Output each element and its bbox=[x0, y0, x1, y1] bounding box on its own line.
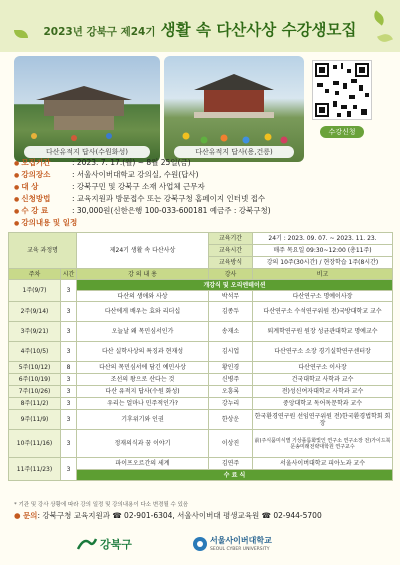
cell-lecturer: 한상운 bbox=[209, 410, 253, 430]
info-row-method bbox=[14, 193, 394, 205]
cell-note: 퇴계학연구원 원장 성균관대학교 명예교수 bbox=[253, 322, 393, 342]
photo-yung-geonneung bbox=[164, 56, 304, 162]
cell-content: 다산 유적지 답사(수원 화성) bbox=[77, 386, 209, 398]
col-header: 강사 bbox=[209, 269, 253, 280]
cell-week: 6주(10/19) bbox=[9, 374, 61, 386]
table-row bbox=[9, 280, 393, 291]
cell-content: 오늘날 왜 목민심서인가 bbox=[77, 322, 209, 342]
table-row bbox=[9, 430, 393, 458]
university-logo bbox=[210, 536, 272, 554]
cell-lecturer: 김연주 bbox=[209, 458, 253, 470]
cell-content: 다산 실학사상의 특징과 현재성 bbox=[77, 342, 209, 362]
university-name: 서울사이버대학교 bbox=[210, 536, 272, 545]
table-row bbox=[9, 386, 393, 398]
cell-hours: 3 bbox=[61, 410, 77, 430]
photo-caption: 다산유적지 답사(용,건릉) bbox=[174, 146, 294, 158]
time-value: 매주 목요일 09:30~12:00 (총11주) bbox=[253, 245, 393, 257]
university-name-en: SEOUL CYBER UNIVERSITY bbox=[210, 547, 270, 552]
course-label: 교육 과정명 bbox=[9, 233, 77, 269]
info-row-place bbox=[14, 169, 394, 181]
col-header: 시간 bbox=[61, 269, 77, 280]
footer-logos bbox=[0, 528, 400, 560]
cell-hours: 3 bbox=[61, 342, 77, 362]
closing-band: 수 료 식 bbox=[77, 470, 393, 481]
cell-hours: 3 bbox=[61, 302, 77, 322]
qr-apply-label[interactable]: 수강신청 bbox=[320, 126, 364, 138]
info-value: : 교육지원과 방문접수 또는 강북구청 홈페이지 인터넷 접수 bbox=[72, 194, 266, 203]
info-value: : 30,000원(신한은행 100-033-600181 예금주 : 강북구청) bbox=[72, 206, 271, 215]
cell-week: 7주(10/26) bbox=[9, 386, 61, 398]
info-row-fee bbox=[14, 205, 394, 217]
info-label: ● 신청방법 bbox=[14, 193, 72, 205]
cell-hours: 3 bbox=[61, 322, 77, 342]
table-header-row bbox=[9, 269, 393, 280]
cell-content: 정재의식과 꿈 이야기 bbox=[77, 430, 209, 458]
cell-lecturer: 박석무 bbox=[209, 291, 253, 302]
photo-caption: 다산유적지 답사(수원화성) bbox=[24, 146, 150, 158]
table-row bbox=[9, 374, 393, 386]
cell-week: 10주(11/16) bbox=[9, 430, 61, 458]
cell-week: 11주(11/23) bbox=[9, 458, 61, 481]
info-value: : 강북구민 및 강북구 소재 사업체 근무자 bbox=[72, 182, 205, 191]
title-year-round: 2023년 강북구 제24기 bbox=[43, 26, 156, 38]
cell-lecturer: 김시업 bbox=[209, 342, 253, 362]
period-value: 24기 : 2023. 09. 07. ~ 2023. 11. 23. bbox=[253, 233, 393, 245]
period-label: 교육기간 bbox=[209, 233, 253, 245]
cell-note: 서울사이버대학교 피아노과 교수 bbox=[253, 458, 393, 470]
cell-week: 2주(9/14) bbox=[9, 302, 61, 322]
photo-suwon-hwaseong bbox=[14, 56, 160, 162]
cell-week: 4주(10/5) bbox=[9, 342, 61, 362]
col-header: 주차 bbox=[9, 269, 61, 280]
cell-hours: 3 bbox=[61, 280, 77, 302]
cell-week: 5주(10/12) bbox=[9, 362, 61, 374]
cell-week: 3주(9/21) bbox=[9, 322, 61, 342]
cell-note: 다산연구소 수석연구위원 전)국방대학교 교수 bbox=[253, 302, 393, 322]
col-header: 비고 bbox=[253, 269, 393, 280]
cell-content: 다산의 생애와 사상 bbox=[77, 291, 209, 302]
cell-week: 9주(11/9) bbox=[9, 410, 61, 430]
orientation-band: 개강식 및 오리엔테이션 bbox=[77, 280, 393, 291]
gangbuk-logo-icon bbox=[76, 535, 98, 551]
contact-line bbox=[14, 510, 322, 521]
cell-hours: 3 bbox=[61, 386, 77, 398]
schedule-table bbox=[8, 232, 393, 481]
table-row bbox=[9, 458, 393, 470]
page-title bbox=[0, 18, 400, 40]
info-row-section bbox=[14, 217, 394, 229]
cell-note: 다산연구소 이사장 bbox=[253, 362, 393, 374]
table-row bbox=[9, 322, 393, 342]
info-row-period bbox=[14, 157, 394, 169]
cell-hours: 3 bbox=[61, 398, 77, 410]
cell-content: 기후위기와 인권 bbox=[77, 410, 209, 430]
cell-lecturer: 김종두 bbox=[209, 302, 253, 322]
header-band bbox=[0, 0, 400, 52]
contact-label: 문의 bbox=[22, 511, 38, 520]
info-list bbox=[14, 157, 394, 229]
info-label: ● 수 강 료 bbox=[14, 205, 72, 217]
method-label: 교육방식 bbox=[209, 257, 253, 269]
cell-content: 우리는 얼마나 민주적인가? bbox=[77, 398, 209, 410]
method-value: 강의 10주(30시간) / 현장학습 1주(8시간) bbox=[253, 257, 393, 269]
table-row bbox=[9, 410, 393, 430]
cell-note: 중앙대학교 독어독문학과 교수 bbox=[253, 398, 393, 410]
cell-content: 다산에게 배우는 효와 리더십 bbox=[77, 302, 209, 322]
cell-note: 건국대학교 사학과 교수 bbox=[253, 374, 393, 386]
info-row-target bbox=[14, 181, 394, 193]
cell-hours: 8 bbox=[61, 362, 77, 374]
title-main: 생활 속 다산사상 수강생모집 bbox=[160, 21, 357, 39]
cell-hours: 3 bbox=[61, 458, 77, 481]
qr-code[interactable] bbox=[312, 60, 372, 120]
cell-lecturer: 황인경 bbox=[209, 362, 253, 374]
info-value: : 2023. 7. 17.(월) ~ 8월 25일(금) bbox=[72, 158, 191, 167]
phone-icon: ● bbox=[14, 511, 21, 520]
table-row bbox=[9, 302, 393, 322]
table-row bbox=[9, 398, 393, 410]
table-row bbox=[9, 362, 393, 374]
cell-week: 1주(9/7) bbox=[9, 280, 61, 302]
cell-note: 전)성신여자대학교 사학과 교수 bbox=[253, 386, 393, 398]
cell-hours: 3 bbox=[61, 374, 77, 386]
cell-content: 파이프오르간의 세계 bbox=[77, 458, 209, 470]
contact-value: : 강북구청 교육지원과 ☎ 02-901-6304, 서울사이버대 평생교육원 ☎ 02-944-5700 bbox=[37, 511, 322, 520]
cell-content: 다산의 목민심서에 담긴 예민사상 bbox=[77, 362, 209, 374]
info-label: ● 대 상 bbox=[14, 181, 72, 193]
time-label: 교육시간 bbox=[209, 245, 253, 257]
cell-note: 다산연구소 소장 경기실학연구센터장 bbox=[253, 342, 393, 362]
info-label: ● 모집기간 bbox=[14, 157, 72, 169]
gangbuk-logo: 강북구 bbox=[100, 538, 132, 551]
cell-note: 다산연구소 명예이사장 bbox=[253, 291, 393, 302]
info-label: ● 강의장소 bbox=[14, 169, 72, 181]
qr-code-icon bbox=[313, 61, 371, 119]
schedule-note: * 기관 및 강사 상황에 따라 강의 일정 및 강의내용이 다소 변경될 수 있음 bbox=[14, 502, 189, 508]
cell-content: 조선의 왕으로 산다는 것 bbox=[77, 374, 209, 386]
section-heading: ● 강의내용 및 일정 bbox=[14, 217, 77, 229]
table-row bbox=[9, 342, 393, 362]
cell-lecturer: 강누리 bbox=[209, 398, 253, 410]
cell-hours: 3 bbox=[61, 430, 77, 458]
cell-week: 8주(11/2) bbox=[9, 398, 61, 410]
cell-note: 한국환경연구원 선임연구위원 전)한국환경법학회 회장 bbox=[253, 410, 393, 430]
cell-lecturer: 이상진 bbox=[209, 430, 253, 458]
col-header: 강 의 내 용 bbox=[77, 269, 209, 280]
university-logo-icon bbox=[192, 536, 208, 552]
cell-note: 前)주식품미식별 기상플룸화빛인 연구소 연구소장 전)가이드북 문송미래전략대학원 연구교수 bbox=[253, 430, 393, 458]
course-name: 제24기 생활 속 다산사상 bbox=[77, 233, 209, 269]
cell-lecturer: 오흥록 bbox=[209, 386, 253, 398]
info-value: : 서울사이버대학교 강의실, 수원(답사) bbox=[72, 170, 199, 179]
cell-lecturer: 송재소 bbox=[209, 322, 253, 342]
cell-lecturer: 신병주 bbox=[209, 374, 253, 386]
